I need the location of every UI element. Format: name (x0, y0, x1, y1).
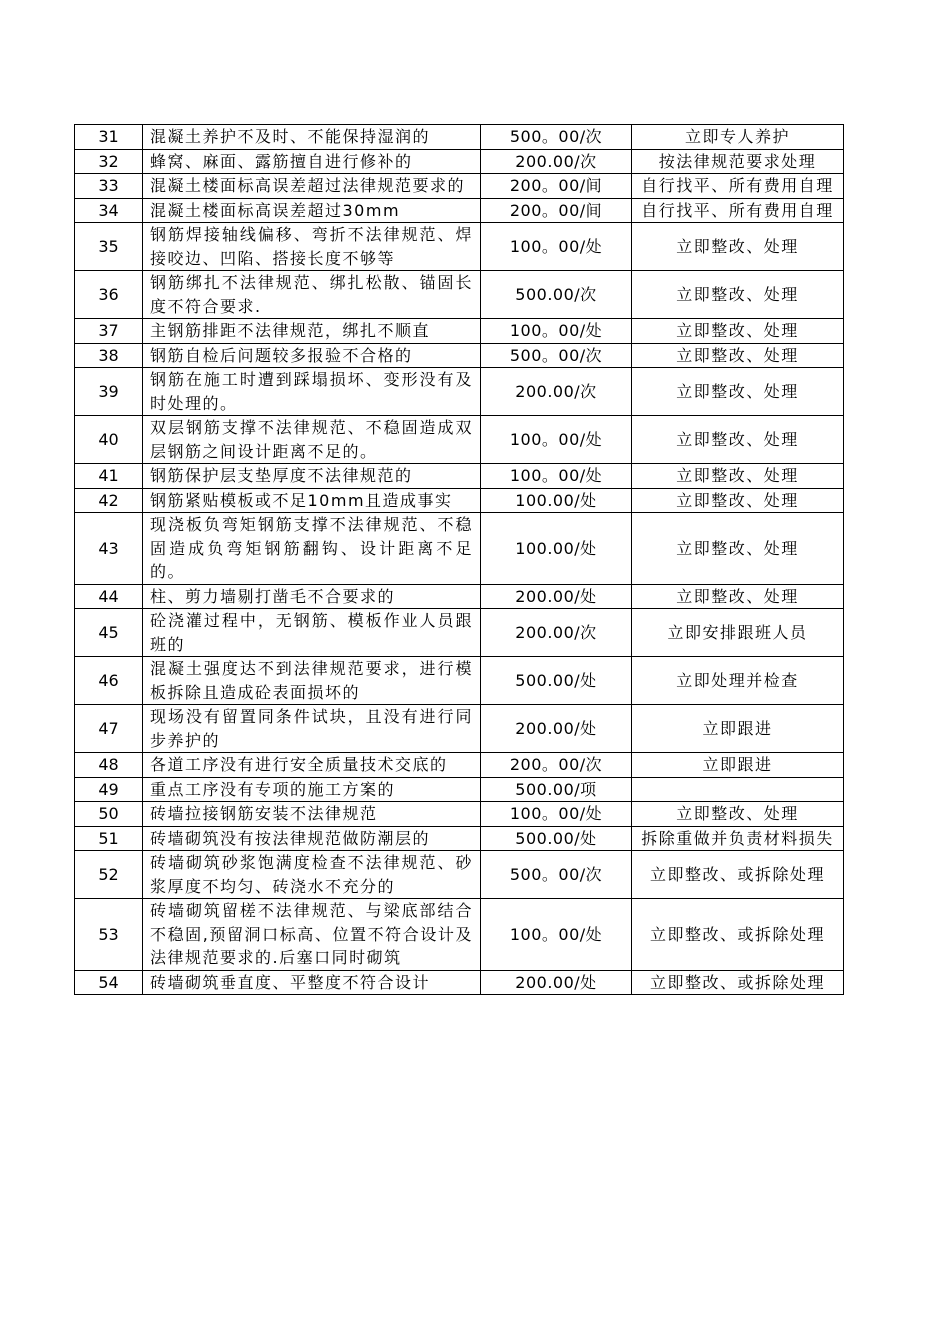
violation-description: 现浇板负弯矩钢筋支撑不法律规范、不稳固造成负弯矩钢筋翻钩、设计距离不足的。 (143, 513, 481, 585)
violation-description: 钢筋在施工时遭到踩塌损坏、变形没有及时处理的。 (143, 368, 481, 416)
corrective-action: 自行找平、所有费用自理 (632, 174, 844, 199)
violation-description: 砖墙拉接钢筋安装不法律规范 (143, 802, 481, 827)
penalty-amount: 200。00/间 (481, 198, 632, 223)
corrective-action: 立即整改、处理 (632, 584, 844, 609)
penalty-amount: 200.00/次 (481, 149, 632, 174)
table-row (75, 802, 844, 827)
row-number: 33 (75, 174, 143, 199)
row-number: 41 (75, 464, 143, 489)
row-number: 47 (75, 705, 143, 753)
penalty-amount: 100。00/处 (481, 802, 632, 827)
row-number: 48 (75, 753, 143, 778)
penalty-amount: 200.00/次 (481, 609, 632, 657)
corrective-action: 立即整改、处理 (632, 416, 844, 464)
corrective-action: 立即整改、处理 (632, 488, 844, 513)
table-row (75, 271, 844, 319)
penalty-amount: 100。00/处 (481, 899, 632, 971)
corrective-action: 立即整改、或拆除处理 (632, 851, 844, 899)
penalty-amount: 200。00/间 (481, 174, 632, 199)
penalty-amount: 500。00/次 (481, 125, 632, 150)
table-row (75, 899, 844, 971)
corrective-action: 立即整改、处理 (632, 343, 844, 368)
row-number: 40 (75, 416, 143, 464)
table-row (75, 584, 844, 609)
penalty-amount: 100.00/处 (481, 488, 632, 513)
corrective-action: 立即整改、处理 (632, 271, 844, 319)
violation-description: 现场没有留置同条件试块，且没有进行同步养护的 (143, 705, 481, 753)
table-row (75, 851, 844, 899)
penalty-amount: 100。00/处 (481, 223, 632, 271)
table-row (75, 368, 844, 416)
corrective-action: 立即整改、处理 (632, 368, 844, 416)
row-number: 38 (75, 343, 143, 368)
penalty-amount: 200.00/处 (481, 584, 632, 609)
table-row (75, 609, 844, 657)
row-number: 43 (75, 513, 143, 585)
corrective-action: 立即跟进 (632, 753, 844, 778)
corrective-action: 立即整改、或拆除处理 (632, 899, 844, 971)
penalty-table (74, 124, 844, 995)
row-number: 51 (75, 826, 143, 851)
row-number: 35 (75, 223, 143, 271)
table-row (75, 223, 844, 271)
table-row (75, 970, 844, 995)
row-number: 54 (75, 970, 143, 995)
penalty-amount: 200.00/处 (481, 705, 632, 753)
violation-description: 蜂窝、麻面、露筋擅自进行修补的 (143, 149, 481, 174)
violation-description: 钢筋保护层支垫厚度不法律规范的 (143, 464, 481, 489)
row-number: 31 (75, 125, 143, 150)
corrective-action: 按法律规范要求处理 (632, 149, 844, 174)
row-number: 34 (75, 198, 143, 223)
violation-description: 钢筋绑扎不法律规范、绑扎松散、锚固长度不符合要求. (143, 271, 481, 319)
corrective-action: 立即整改、处理 (632, 223, 844, 271)
corrective-action (632, 777, 844, 802)
penalty-amount: 200.00/处 (481, 970, 632, 995)
penalty-amount: 100。00/处 (481, 416, 632, 464)
penalty-amount: 100。00/处 (481, 464, 632, 489)
penalty-amount: 500.00/次 (481, 271, 632, 319)
violation-description: 砖墙砌筑垂直度、平整度不符合设计 (143, 970, 481, 995)
penalty-amount: 100.00/处 (481, 513, 632, 585)
table-row (75, 777, 844, 802)
violation-description: 双层钢筋支撑不法律规范、不稳固造成双层钢筋之间设计距离不足的。 (143, 416, 481, 464)
table-row (75, 343, 844, 368)
violation-description: 混凝土强度达不到法律规范要求，进行模板拆除且造成砼表面损坏的 (143, 657, 481, 705)
table-row (75, 319, 844, 344)
table-row (75, 149, 844, 174)
table-row (75, 198, 844, 223)
violation-description: 砖墙砌筑没有按法律规范做防潮层的 (143, 826, 481, 851)
violation-description: 钢筋紧贴模板或不足10mm且造成事实 (143, 488, 481, 513)
row-number: 49 (75, 777, 143, 802)
penalty-amount: 200。00/次 (481, 753, 632, 778)
row-number: 36 (75, 271, 143, 319)
violation-description: 砼浇灌过程中，无钢筋、模板作业人员跟班的 (143, 609, 481, 657)
penalty-amount: 200.00/次 (481, 368, 632, 416)
table-row (75, 513, 844, 585)
penalty-amount: 500.00/处 (481, 657, 632, 705)
table-row (75, 753, 844, 778)
corrective-action: 立即整改、处理 (632, 802, 844, 827)
corrective-action: 立即整改、处理 (632, 319, 844, 344)
row-number: 53 (75, 899, 143, 971)
row-number: 46 (75, 657, 143, 705)
penalty-amount: 100。00/处 (481, 319, 632, 344)
violation-description: 砖墙砌筑留槎不法律规范、与梁底部结合不稳固,预留洞口标高、位置不符合设计及法律规范要求的.后塞口同时砌筑 (143, 899, 481, 971)
row-number: 39 (75, 368, 143, 416)
violation-description: 砖墙砌筑砂浆饱满度检查不法律规范、砂浆厚度不均匀、砖浇水不充分的 (143, 851, 481, 899)
violation-description: 重点工序没有专项的施工方案的 (143, 777, 481, 802)
table-row (75, 416, 844, 464)
corrective-action: 立即整改、处理 (632, 513, 844, 585)
corrective-action: 立即安排跟班人员 (632, 609, 844, 657)
table-row (75, 488, 844, 513)
table-row (75, 464, 844, 489)
violation-description: 钢筋焊接轴线偏移、弯折不法律规范、焊接咬边、凹陷、搭接长度不够等 (143, 223, 481, 271)
corrective-action: 立即整改、处理 (632, 464, 844, 489)
corrective-action: 立即整改、或拆除处理 (632, 970, 844, 995)
corrective-action: 自行找平、所有费用自理 (632, 198, 844, 223)
violation-description: 混凝土楼面标高误差超过法律规范要求的 (143, 174, 481, 199)
corrective-action: 拆除重做并负责材料损失 (632, 826, 844, 851)
violation-description: 钢筋自检后问题较多报验不合格的 (143, 343, 481, 368)
row-number: 45 (75, 609, 143, 657)
row-number: 50 (75, 802, 143, 827)
table-row (75, 826, 844, 851)
row-number: 37 (75, 319, 143, 344)
penalty-amount: 500.00/处 (481, 826, 632, 851)
violation-description: 混凝土养护不及时、不能保持湿润的 (143, 125, 481, 150)
table-row (75, 125, 844, 150)
corrective-action: 立即专人养护 (632, 125, 844, 150)
table-row (75, 657, 844, 705)
row-number: 42 (75, 488, 143, 513)
penalty-amount: 500。00/次 (481, 343, 632, 368)
table-row (75, 174, 844, 199)
violation-description: 混凝土楼面标高误差超过30mm (143, 198, 481, 223)
corrective-action: 立即跟进 (632, 705, 844, 753)
violation-description: 主钢筋排距不法律规范，绑扎不顺直 (143, 319, 481, 344)
row-number: 44 (75, 584, 143, 609)
corrective-action: 立即处理并检查 (632, 657, 844, 705)
violation-description: 各道工序没有进行安全质量技术交底的 (143, 753, 481, 778)
row-number: 52 (75, 851, 143, 899)
row-number: 32 (75, 149, 143, 174)
violation-description: 柱、剪力墙剔打凿毛不合要求的 (143, 584, 481, 609)
penalty-amount: 500。00/次 (481, 851, 632, 899)
penalty-amount: 500.00/项 (481, 777, 632, 802)
table-row (75, 705, 844, 753)
